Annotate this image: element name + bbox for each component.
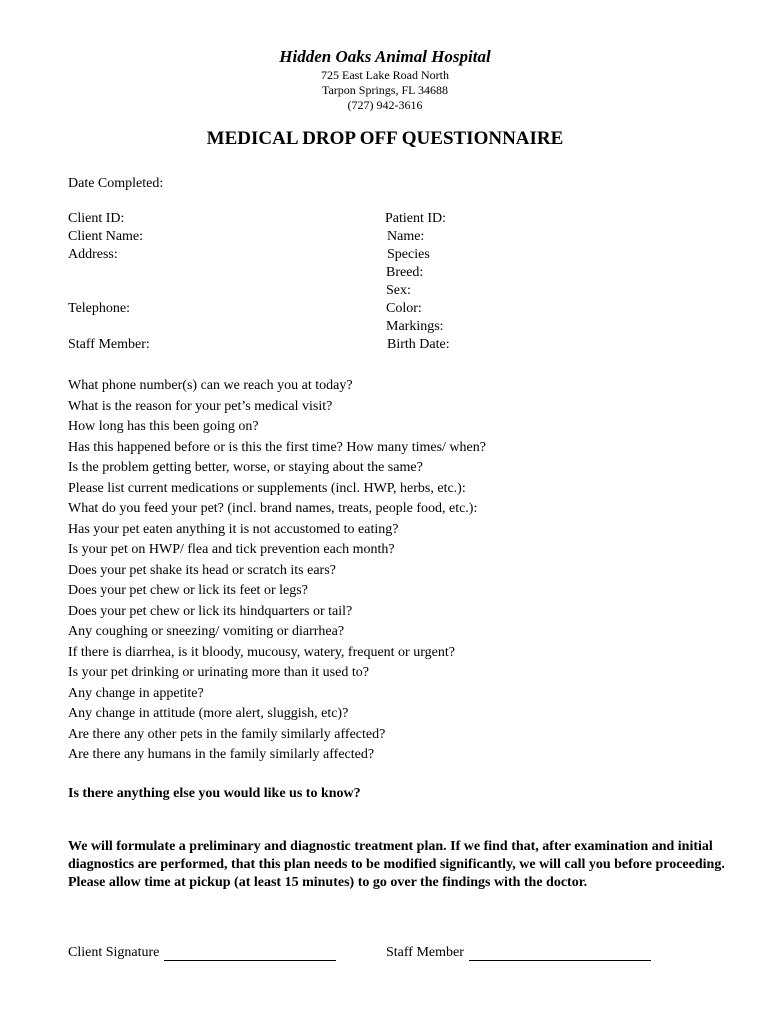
question-item: Has this happened before or is this the first time? How many times/ when? <box>68 439 486 455</box>
question-item: Any change in appetite? <box>68 685 204 701</box>
question-item: Are there any other pets in the family similarly affected? <box>68 726 386 742</box>
question-list <box>68 376 486 766</box>
anything-else-question: Is there anything else you would like us to know? <box>68 786 361 801</box>
staff-signature-label: Staff Member <box>386 945 464 960</box>
address-line-1: 725 East Lake Road North <box>321 68 449 82</box>
question-item: Is your pet drinking or urinating more than it used to? <box>68 665 369 680</box>
treatment-plan-notice: We will formulate a preliminary and diagnostic treatment plan. If we find that, after examination and initial diagnostics are performed, that this plan needs to be modified significantly, we will call you before proceeding. Please allow time at pickup (at least 15 minutes) to go over the findings with the doctor. <box>68 839 725 890</box>
question-item: Does your pet shake its head or scratch its ears? <box>68 562 336 578</box>
question-item: If there is diarrhea, is it bloody, mucousy, watery, frequent or urgent? <box>68 644 455 660</box>
question-item: Any coughing or sneezing/ vomiting or diarrhea? <box>68 624 345 639</box>
client-signature-line <box>164 946 336 961</box>
address-line-2: Tarpon Springs, FL 34688 <box>321 83 449 97</box>
question-item: Does your pet chew or lick its feet or legs? <box>68 583 308 598</box>
sex-label: Sex: <box>386 283 411 298</box>
question-item: Is the problem getting better, worse, or staying about the same? <box>68 460 423 475</box>
hospital-name: Hidden Oaks Animal Hospital <box>279 47 491 66</box>
question-item: Are there any humans in the family similarly affected? <box>68 747 375 762</box>
question-item: What phone number(s) can we reach you at today? <box>68 378 353 393</box>
staff-signature-field <box>386 945 651 961</box>
patient-name-label: Name: <box>387 229 425 244</box>
markings-label: Markings: <box>386 319 444 334</box>
question-item: How long has this been going on? <box>68 419 259 434</box>
staff-member-label: Staff Member: <box>68 337 150 352</box>
document-title: MEDICAL DROP OFF QUESTIONNAIRE <box>206 128 564 149</box>
question-item: Does your pet chew or lick its hindquarters or tail? <box>68 603 353 619</box>
color-label: Color: <box>386 301 422 316</box>
question-item: Has your pet eaten anything it is not accustomed to eating? <box>68 521 399 537</box>
date-completed-label: Date Completed: <box>68 176 164 191</box>
telephone-label: Telephone: <box>68 301 130 316</box>
question-item: Any change in attitude (more alert, sluggish, etc)? <box>68 706 349 721</box>
question-item: What is the reason for your pet’s medical visit? <box>68 398 333 414</box>
client-name-label: Client Name: <box>68 229 144 244</box>
client-id-label: Client ID: <box>68 211 125 226</box>
staff-signature-line <box>469 946 651 961</box>
client-signature-label: Client Signature <box>68 945 160 960</box>
birth-date-label: Birth Date: <box>387 337 450 352</box>
question-item: Please list current medications or supplements (incl. HWP, herbs, etc.): <box>68 480 466 496</box>
patient-id-label: Patient ID: <box>385 211 447 226</box>
hospital-phone: (727) 942-3616 <box>347 98 423 112</box>
question-item: Is your pet on HWP/ flea and tick prevention each month? <box>68 542 395 557</box>
breed-label: Breed: <box>386 265 424 280</box>
species-label: Species <box>387 247 430 262</box>
client-signature-field <box>68 945 336 961</box>
client-address-label: Address: <box>68 247 118 262</box>
question-item: What do you feed your pet? (incl. brand names, treats, people food, etc.): <box>68 501 478 516</box>
